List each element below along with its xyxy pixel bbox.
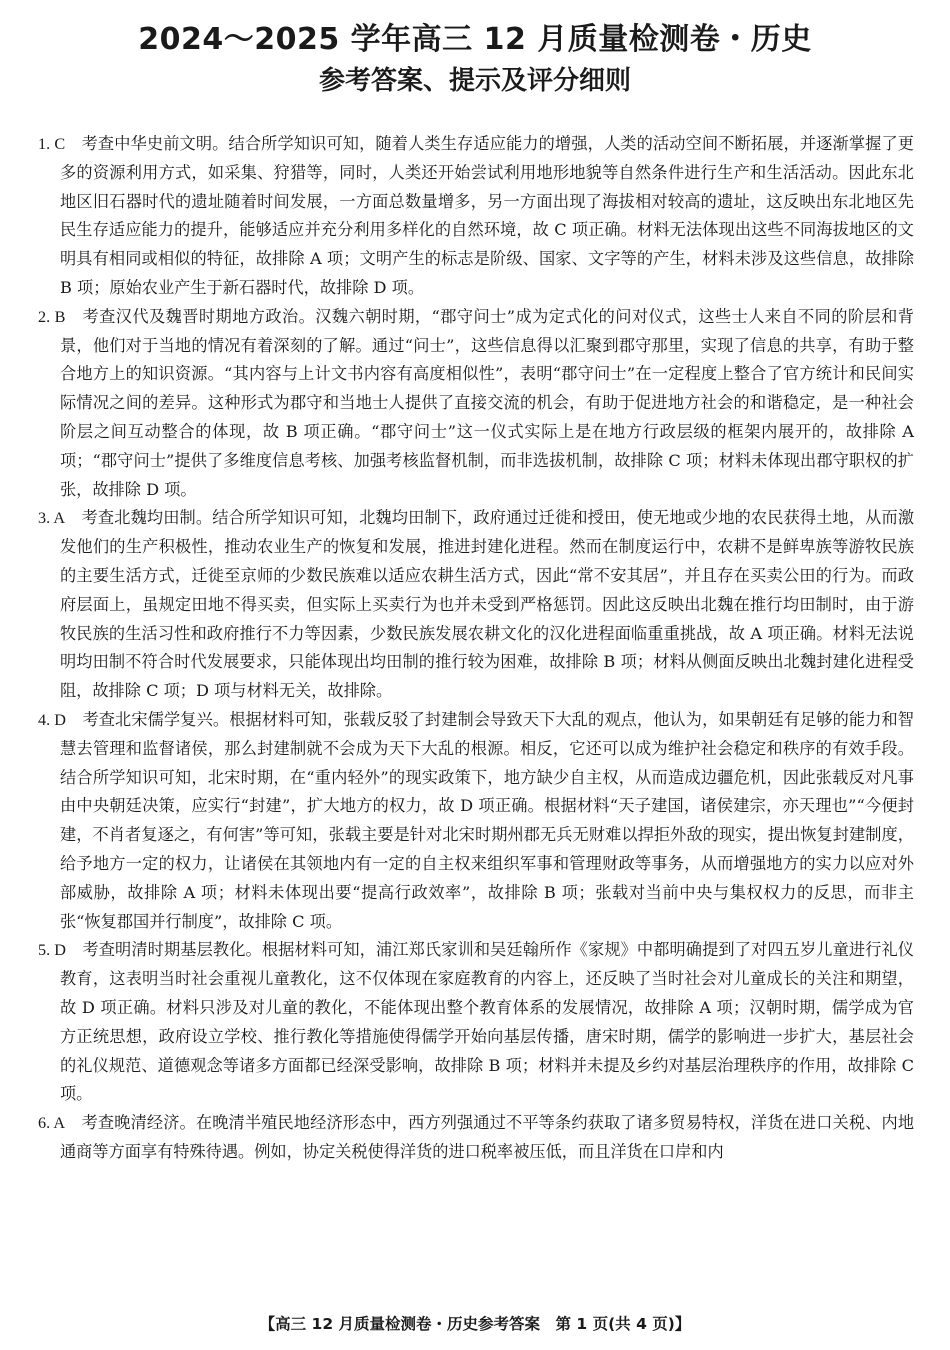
page-title: 2024～2025 学年高三 12 月质量检测卷・历史: [138, 22, 812, 57]
answer-item-3: [38, 504, 914, 706]
answer-number: 5. D: [38, 941, 66, 960]
answer-number: 3. A: [38, 509, 66, 528]
answer-number: 1. C: [38, 135, 66, 153]
answer-number: 4. D: [38, 710, 66, 729]
answer-item-2: [38, 303, 914, 505]
answer-explanation: 考查汉代及魏晋时期地方政治。汉魏六朝时期，“郡守问士”成为定式化的问对仪式，这些士人来自不同的阶层和背景，他们对于当地的情况有着深刻的了解。通过“问士”，这些信息得以汇聚到郡守那里，实现了信息的共享，有助于整合地方上的知识资源。“其内容与上计文书内容有高度相似性”，表明“郡守问士”在一定程度上整合了官方统计和民间实际情况之间的差异。这种形式为郡守和当地士人提供了直接交流的机会，有助于促进地方社会的和谐稳定，是一种社会阶层之间互动整合的体现，故 B 项正确。“郡守问士”这一仪式实际上是在地方行政层级的框架内展开的，故排除 A 项；“郡守问士”提供了多维度信息考核、加强考核监督机制，而非选拔机制，故排除 C 项；材料未体现出郡守职权的扩张，故排除 D 项。: [60, 306, 914, 499]
answer-explanation: 考查明清时期基层教化。根据材料可知，浦江郑氏家训和吴廷翰所作《家规》中都明确提到了对四五岁儿童进行礼仪教育，这表明当时社会重视儿童教化，这不仅体现在家庭教育的内容上，还反映了当时社会对儿童成长的关注和期望，故 D 项正确。材料只涉及对儿童的教化，不能体现出整个教育体系的发展情况，故排除 A 项；汉朝时期，儒学成为官方正统思想，政府设立学校、推行教化等措施使得儒学开始向基层传播，唐宋时期，儒学的影响进一步扩大，基层社会的礼仪规范、道德观念等诸多方面都已经深受影响，故排除 B 项；材料并未提及乡约对基层治理秩序的作用，故排除 C 项。: [60, 940, 914, 1104]
answer-item-1: [38, 130, 914, 303]
answer-item-6: [38, 1109, 914, 1167]
answer-item-5: [38, 936, 914, 1109]
answer-explanation: 考查北魏均田制。结合所学知识可知，北魏均田制下，政府通过迁徙和授田，使无地或少地的农民获得土地，从而激发他们的生产积极性，推动农业生产的恢复和发展，推进封建化进程。然而在制度运行中，农耕不是鲜卑族等游牧民族的主要生活方式，迁徙至京师的少数民族难以适应农耕生活方式，因此“常不安其居”，并且存在买卖公田的行为。而政府层面上，虽规定田地不得买卖，但实际上买卖行为也并未受到严格惩罚。因此这反映出北魏在推行均田制时，由于游牧民族的生活习性和政府推行不力等因素，少数民族发展农耕文化的汉化进程面临重重挑战，故 A 项正确。材料无法说明均田制不符合时代发展要求，只能体现出均田制的推行较为困难，故排除 B 项；材料从侧面反映出北魏封建化进程受阻，故排除 C 项；D 项与材料无关，故排除。: [60, 508, 915, 701]
answer-explanation: 考查中华史前文明。结合所学知识可知，随着人类生存适应能力的增强，人类的活动空间不断拓展，并逐渐掌握了更多的资源利用方式，如采集、狩猎等，同时，人类还开始尝试利用地形地貌等自然条件进行生产和生活活动。因此东北地区旧石器时代的遗址随着时间发展，一方面总数量增多，另一方面出现了海拔相对较高的遗址，这反映出东北地区先民生存适应能力的提升，能够适应并充分利用多样化的自然环境，故 C 项正确。材料无法体现出这些不同海拔地区的文明具有相同或相似的特征，故排除 A 项；文明产生的标志是阶级、国家、文字等的产生，材料未涉及这些信息，故排除 B 项；原始农业产生于新石器时代，故排除 D 项。: [60, 134, 914, 297]
answer-explanation: 考查晚清经济。在晚清半殖民地经济形态中，西方列强通过不平等条约获取了诸多贸易特权，洋货在进口关税、内地通商等方面享有特殊待遇。例如，协定关税使得洋货的进口税率被压低，而且洋货在口岸和内: [60, 1113, 915, 1161]
page-subtitle: 参考答案、提示及评分细则: [318, 66, 631, 96]
answer-explanation: 考查北宋儒学复兴。根据材料可知，张载反驳了封建制会导致天下大乱的观点，他认为，如果朝廷有足够的能力和智慧去管理和监督诸侯，那么封建制就不会成为天下大乱的根源。相反，它还可以成为维护社会稳定和秩序的有效手段。结合所学知识可知，北宋时期，在“重内轻外”的现实政策下，地方缺少自主权，从而造成边疆危机，因此张载反对凡事由中央朝廷决策，应实行“封建”，扩大地方的权力，故 D 项正确。根据材料“天子建国，诸侯建宗，亦天理也”“今便封建，不肖者复逐之，有何害”等可知，张载主要是针对北宋时期州郡无兵无财难以捍拒外敌的现实，提出恢复封建制度，给予地方一定的权力，让诸侯在其领地内有一定的自主权来组织军事和管理财政等事务，从而增强地方的实力以应对外部威胁，故排除 A 项；材料未体现出要“提高行政效率”，故排除 B 项；张载对当前中央与集权权力的反思，而非主张“恢复郡国并行制度”，故排除 C 项。: [60, 709, 914, 931]
page-footer: 【高三 12 月质量检测卷・历史参考答案 第 1 页(共 4 页)】: [259, 1315, 691, 1333]
answer-number: 2. B: [38, 307, 66, 326]
answer-item-4: [38, 706, 914, 936]
answer-list: [38, 130, 914, 1167]
answer-number: 6. A: [38, 1114, 66, 1133]
